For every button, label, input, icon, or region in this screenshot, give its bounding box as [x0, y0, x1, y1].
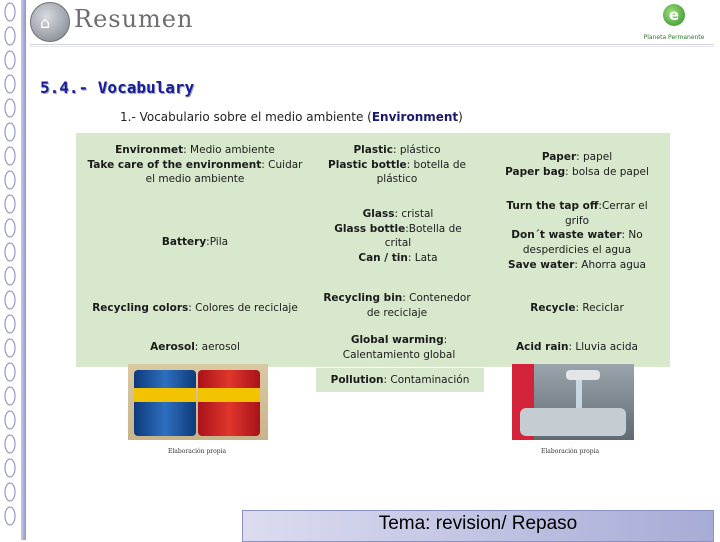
vocab-cell: Global warming: Calentamiento global — [342, 334, 456, 361]
vocab-cell-pollution: Pollution: Contaminación — [316, 368, 484, 392]
battery-blue-image — [134, 370, 196, 436]
vocab-cell: Paper: papel Paper bag: bolsa de papel — [505, 151, 649, 178]
vocab-cell: Recycling bin: Contenedor de reciclaje — [323, 292, 471, 319]
photo-caption-left: Elaboración propia — [168, 448, 227, 455]
vocab-cell: Recycle: Reciclar — [530, 302, 624, 314]
subtitle-prefix: 1.- Vocabulario sobre el medio ambiente ( — [120, 110, 372, 124]
footer-text: Tema: revision/ Repaso — [378, 513, 578, 534]
header-title: Resumen — [74, 5, 194, 33]
vocab-cell: Glass: cristal Glass bottle:Botella de crital Can / tin: Lata — [334, 208, 462, 265]
subtitle-term: Environment — [371, 110, 459, 124]
vocab-cell: Turn the tap off:Cerrar el grifo Don´t waste water: No desperdicies el agua Save water: Ahorra agua — [506, 200, 648, 271]
brand-logo — [636, 4, 712, 44]
subtitle-suffix: ) — [458, 110, 463, 124]
photo-caption-right: Elaboración propia — [541, 448, 600, 455]
planet-icon: e — [663, 4, 685, 26]
footer-bar — [242, 510, 714, 542]
header-divider — [30, 44, 714, 45]
subtitle — [120, 110, 463, 124]
brand-name: Planeta Permanente — [643, 34, 705, 41]
page-edge — [21, 0, 26, 540]
vocab-cell: Acid rain: Lluvia acida — [516, 341, 638, 353]
vocab-cell: Environmet: Medio ambiente Take care of the environment: Cuidar el medio ambiente — [87, 144, 303, 186]
tap-image — [566, 370, 600, 380]
sink-basin-image — [520, 408, 626, 436]
vocabulary-table — [76, 133, 670, 367]
header-divider-shadow — [30, 46, 714, 47]
vocab-cell: Recycling colors: Colores de reciclaje — [92, 302, 298, 314]
sitemap-logo-icon: ⌂ — [30, 2, 70, 42]
vocab-cell: Plastic: plástico Plastic bottle: botella de plástico — [328, 144, 466, 186]
vocab-cell: Aerosol: aerosol — [150, 341, 240, 353]
batteries-photo — [128, 364, 268, 440]
vocab-cell: Battery:Pila — [161, 236, 229, 248]
sink-tap-photo — [512, 364, 634, 440]
section-title: 5.4.- Vocabulary — [40, 78, 195, 97]
battery-red-image — [198, 370, 260, 436]
